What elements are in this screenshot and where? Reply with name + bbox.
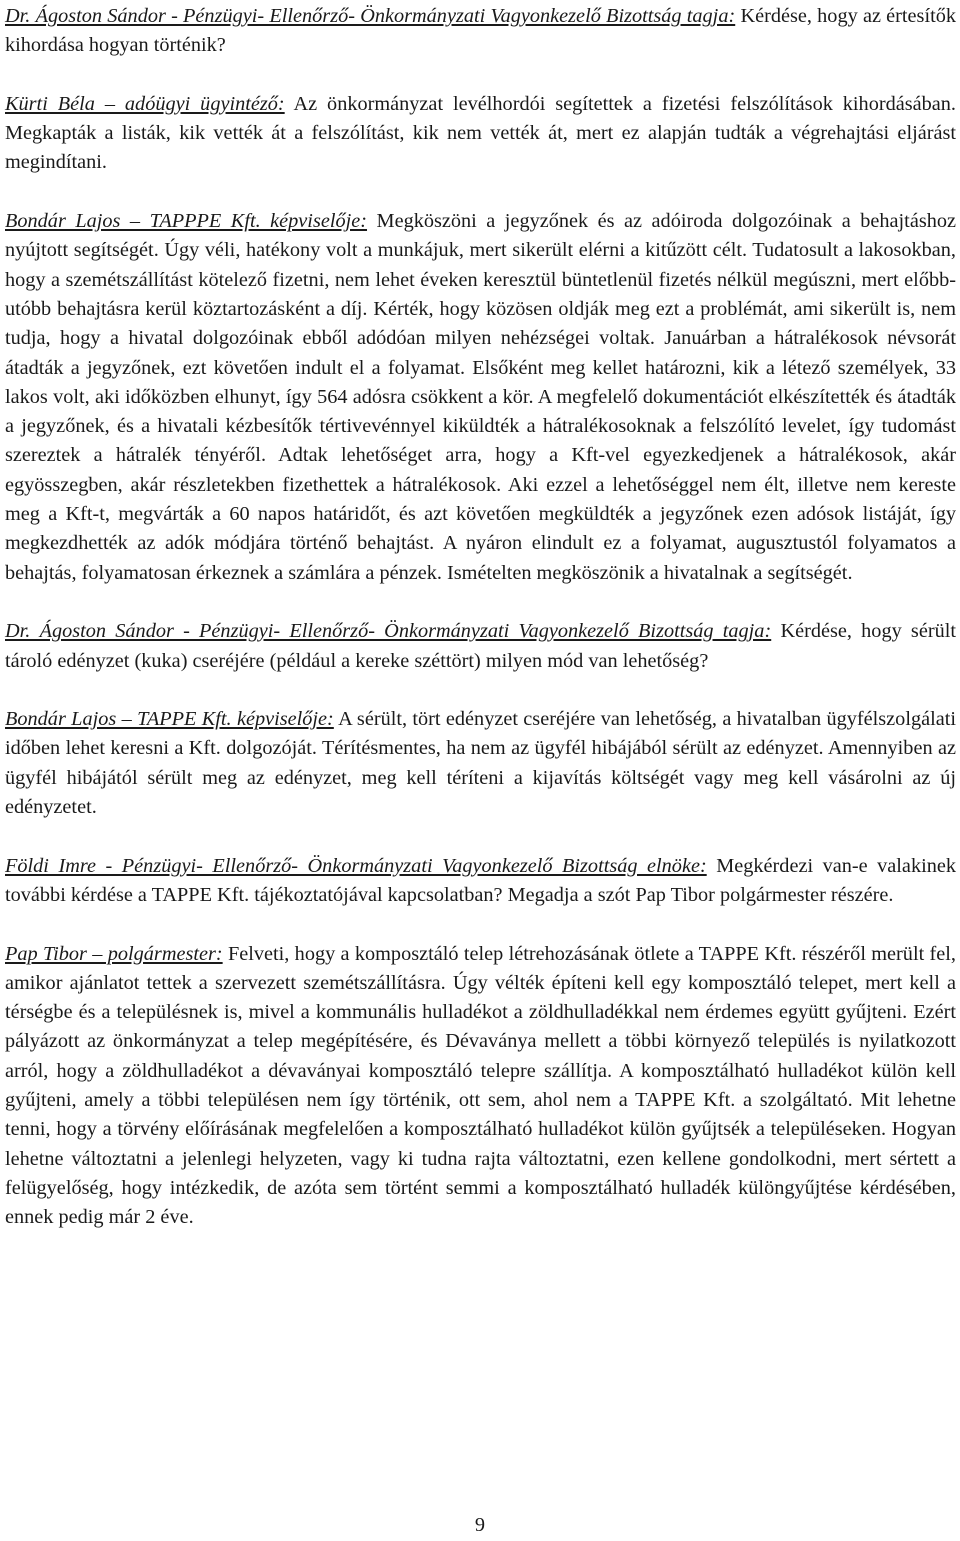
speaker-name: Földi Imre - Pénzügyi- Ellenőrző- Önkormányzati Vagyonkezelő Bizottság elnöke: — [5, 854, 707, 877]
speaker-name: Dr. Ágoston Sándor - Pénzügyi- Ellenőrző- Önkormányzati Vagyonkezelő Bizottság tagja: — [5, 5, 736, 27]
paragraph-foldi-chair — [5, 852, 956, 911]
speaker-name: Dr. Ágoston Sándor - Pénzügyi- Ellenőrző- Önkormányzati Vagyonkezelő Bizottság tagja: — [5, 620, 772, 643]
speaker-name: Kürti Béla – adóügyi ügyintéző: — [5, 92, 285, 115]
paragraph-agoston-question-2 — [5, 617, 956, 676]
paragraph-agoston-question-1 — [5, 2, 956, 61]
paragraph-text: Az önkormányzat levélhordói segítettek a fizetési felszólítások kihordásában. Megkapták a listák, kik vették át a felszólítást, kik nem vették át, mert ez alapján tudták a végrehajtási eljárást megindítani. — [5, 92, 956, 174]
paragraph-text: Felveti, hogy a komposztáló telep létrehozásának ötlete a TAPPE Kft. részéről merült fel, amikor ajánlatot tettek a szervezett szemétszállításra. Úgy vélték építeni kell egy komposztáló telepet, mert kell a térségbe és a településnek is, mivel a kommunális hulladékot a zöldhulladékkal nem érdemes együtt gyűjteni. Ezért pályázott az önkormányzat a telep megépítésére, és Dévaványa mellett a többi környező település is nyilatkozott arról, hogy a zöldhulladékot a dévaványai komposztáló telepre szállítja. A komposztálható hulladékot külön kell gyűjteni, amely a többi településen nem így történik, ott sem, ahol nem a TAPPE Kft. a szolgáltató. Mit lehetne tenni, hogy a törvény előírásának megfelelően a komposztálható hulladékot külön gyűjtsék a településeken. Hogyan lehetne változtatni a jelenlegi helyzeten, vagy ki tudna rajta változtatni, ezen kellene gondolkodni, mert sértett a felügyelőség, hogy intézkedik, de azóta sem történt semmi a komposztálható hulladék különgyűjtése kérdésében, ennek pedig már 2 éve. — [5, 942, 956, 1229]
paragraph-text: Megköszöni a jegyzőnek és az adóiroda dolgozóinak a behajtáshoz nyújtott segítségét. Úgy véli, hatékony volt a munkájuk, mert sikerült elérni a kitűzött célt. Tudatosult a lakosokban, hogy a szemétszállítást kötelező fizetni, nem lehet éveken keresztül büntetlenül fizetés nélkül megúszni, mert előbb-utóbb behajtásra kerül köztartozásként a díj. Kérték, hogy közösen oldják meg ezt a problémát, ami sikerült is, nem tudja, hogy a hivatal dolgozóinak ebből adódóan milyen nehézségei voltak. Januárban a hátralékosok névsorát átadták a jegyzőnek, ezt követően indult el a folyamat. Elsőként meg kellet határozni, kik a létező személyek, 33 lakos volt, aki időközben elhunyt, így 564 adósra csökkent a kör. A megfelelő dokumentációt elkészítették és átadták a jegyzőnek, és a hivatali kézbesítők tértivevénnyel kiküldték a hátralékosoknak a felszólító levelet, így tudomást szereztek a hátralék tényéről. Adtak lehetőséget arra, hogy a Kft-vel egyezkedjenek a hátralékosok, akár egyösszegben, akár részletekben fizethettek a hátralékosok. Aki ezzel a lehetőséggel nem élt, illetve nem kereste meg a Kft-t, megvárták a 60 napos határidőt, és azt követően megküldték a jegyzőnek ezen adósok listáját, így megkezdhették az adók módjára történő behajtást. A nyáron elindult ez a folyamat, augusztustól folyamatos a behajtás, folyamatosan érkeznek a számlára a pénzek. Ismételten megköszönik a hivatalnak a segítségét. — [5, 210, 956, 584]
speaker-name: Bondár Lajos – TAPPPE Kft. képviselője: — [5, 210, 368, 233]
speaker-name: Pap Tibor – polgármester: — [5, 942, 223, 965]
paragraph-bondar-answer — [5, 705, 956, 822]
paragraph-bondar-statement — [5, 207, 956, 588]
paragraph-text: Kérdése, hogy sérült tároló edényzet (kuka) cseréjére (például a kereke széttört) milyen mód van lehetőség? — [5, 620, 956, 672]
paragraph-text: Megkérdezi van-e valakinek további kérdése a TAPPE Kft. tájékoztatójával kapcsolatban? Megadja a szót Pap Tibor polgármester részére. — [5, 854, 956, 906]
paragraph-text: A sérült, tört edényzet cseréjére van lehetőség, a hivatalban ügyfélszolgálati időben lehet keresni a Kft. dolgozóját. Térítésmentes, ha nem az ügyfél hibájából sérült az edényzet. Amennyiben az ügyfél hibájától sérült meg az edényzet, meg kell téríteni a kijavítás költségét vagy meg kell vásárolni az új edényzetet. — [5, 708, 957, 819]
speaker-name: Bondár Lajos – TAPPE Kft. képviselője: — [5, 708, 334, 731]
page-number: 9 — [474, 1514, 486, 1536]
paragraph-text: Kérdése, hogy az értesítők kihordása hogyan történik? — [5, 5, 956, 57]
paragraph-pap-mayor — [5, 940, 956, 1233]
document-page — [5, 2, 956, 1262]
paragraph-kurti-answer — [5, 90, 956, 178]
